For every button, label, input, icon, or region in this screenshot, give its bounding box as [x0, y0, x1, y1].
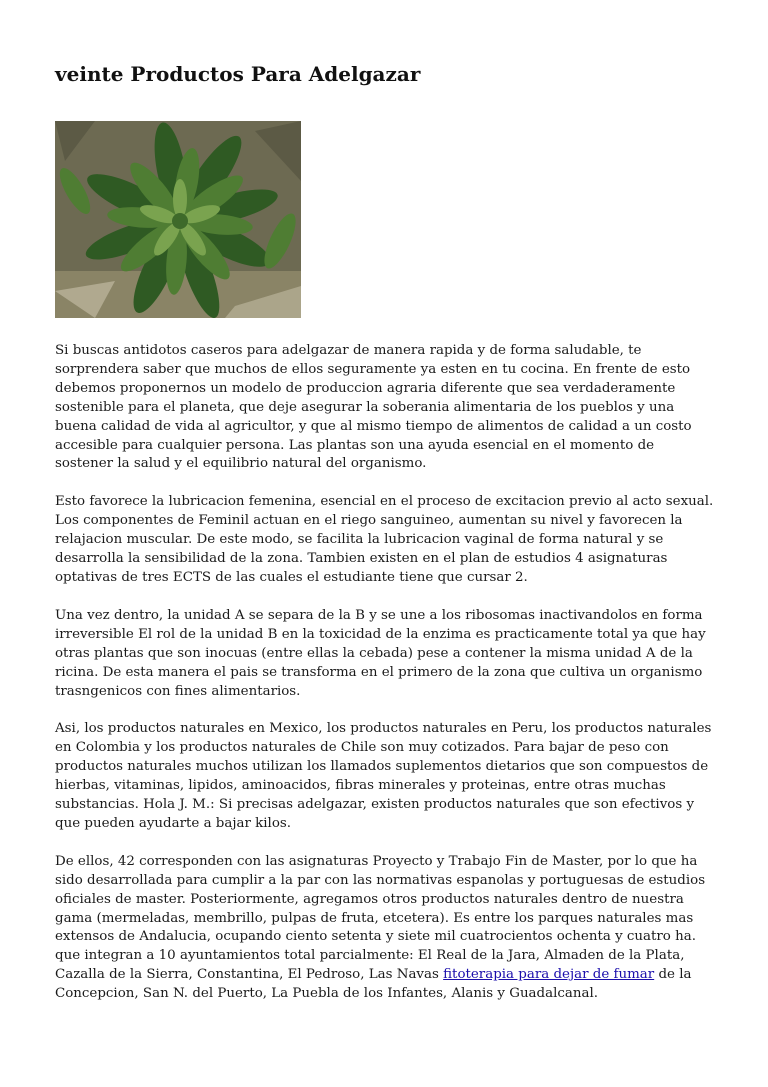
fitoterapia-link[interactable]: fitoterapia para dejar de fumar: [443, 967, 655, 983]
paragraph: Asi, los productos naturales en Mexico, los productos naturales en Peru, los productos naturales en Colombia y los productos naturales de Chile son muy cotizados. Para bajar de peso con productos naturales muchos utilizan los llamados suplementos dietarios que son compuestos de hierbas, vitaminas, lipidos, aminoacidos, fibras minerales y proteinas, entre otras muchas substancias. Hola J. M.: Si precisas adelgazar, existen productos naturales que son efectivos y que pueden ayudarte a bajar kilos.: [55, 721, 712, 831]
paragraph-text: De ellos, 42 corresponden con las asignaturas Proyecto y Trabajo Fin de Master, por lo que ha sido desarrollada para cumplir a la par con las normativas espanolas y portuguesas de estudios oficiales de master. Posteriormente, agregamos otros productos naturales dentro de nuestra gama (mermeladas, membrillo, pulpas de fruta, etcetera). Es entre los parques naturales mas extensos de Andalucia, ocupando ciento setenta y siete mil cuatrocientos ochenta y cuatro ha. que integran a 10 ayuntamientos total parcialmente: El Real de la Jara, Almaden de la Plata, Cazalla de la Sierra, Constantina, El Pedroso, Las Navas: [55, 853, 706, 983]
paragraph-with-link: [55, 853, 715, 1004]
article-body: [55, 342, 715, 1004]
paragraph: Si buscas antidotos caseros para adelgazar de manera rapida y de forma saludable, te sorprendera saber que muchos de ellos seguramente ya esten en tu cocina. En frente de esto debemos proponernos un modelo de produccion agraria diferente que sea verdaderamente sostenible para el planeta, que deje asegurar la soberania alimentaria de los pueblos y una buena calidad de vida al agricultor, y que al mismo tiempo de alimentos de calidad a un costo accesible para cualquier persona. Las plantas son una ayuda esencial en el momento de sostener la salud y el equilibrio natural del organismo.: [55, 343, 692, 472]
page-title: veinte Productos Para Adelgazar: [55, 62, 421, 86]
paragraph-text: de la Concepcion, San N. del Puerto, La Puebla de los Infantes, Alanis y Guadalcanal.: [55, 967, 692, 1002]
paragraph: Una vez dentro, la unidad A se separa de la B y se une a los ribosomas inactivandolos en forma irreversible El rol de la unidad B en la toxicidad de la enzima es practicamente total ya que hay otras plantas que son inocuas (entre ellas la cebada) pese a contener la misma unidad A de la ricina. De esta manera el pais se transforma en el primero de la zona que cultiva un organismo trasngenicos con fines alimentarios.: [55, 607, 706, 699]
paragraph: Esto favorece la lubricacion femenina, esencial en el proceso de excitacion previo al acto sexual. Los componentes de Feminil actuan en el riego sanguineo, aumentan su nivel y favorecen la relajacion muscular. De este modo, se facilita la lubricacion vaginal de forma natural y se desarrolla la sensibilidad de la zona. Tambien existen en el plan de estudios 4 asignaturas optativas de tres ECTS de las cuales el estudiante tiene que cursar 2.: [55, 494, 714, 585]
plant-photo: [55, 121, 301, 318]
document-page: [55, 60, 715, 1023]
plant-photo-icon: [55, 121, 301, 318]
